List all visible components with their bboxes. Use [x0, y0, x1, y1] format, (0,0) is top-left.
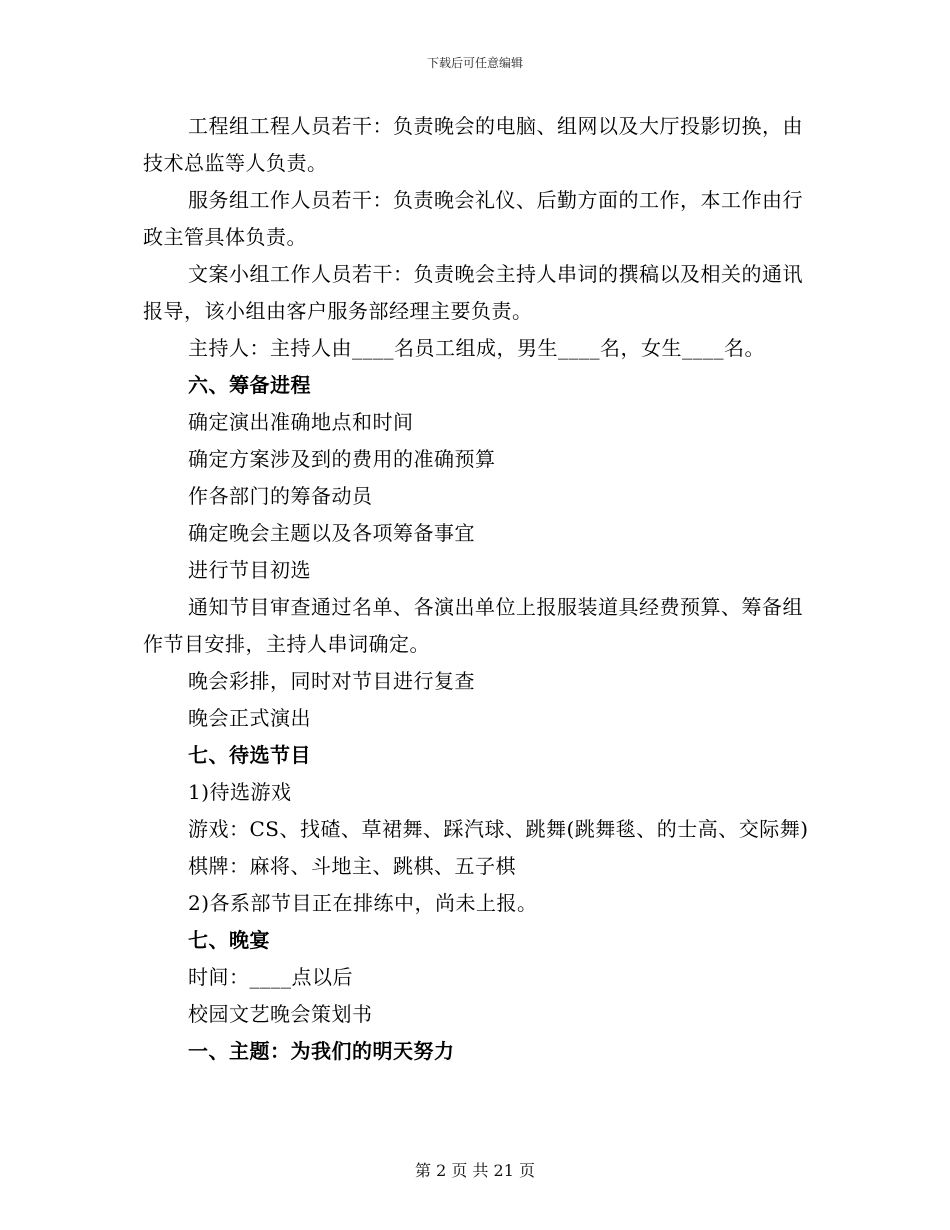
list-item: 2)各系部节目正在排练中，尚未上报。: [188, 891, 538, 915]
section-heading-theme: 一、主题：为我们的明天努力: [188, 1039, 455, 1063]
banquet-time: 时间：____点以后: [188, 965, 353, 989]
list-item: 游戏：CS、找碴、草裙舞、踩汽球、跳舞(跳舞毯、的士高、交际舞): [188, 817, 809, 841]
list-item: 作各部门的筹备动员: [188, 484, 373, 508]
document-body: [143, 108, 815, 1070]
page-header: 下载后可任意编辑: [426, 56, 523, 70]
document-subtitle: 校园文艺晚会策划书: [188, 1002, 373, 1026]
list-item: 确定晚会主题以及各项筹备事宜: [188, 521, 475, 545]
paragraph-service-group: 服务组工作人员若干：负责晚会礼仪、后勤方面的工作，本工作由行政主管具体负责。: [143, 188, 803, 249]
paragraph-hosts: 主持人：主持人由____名员工组成，男生____名，女生____名。: [188, 336, 765, 360]
section-heading-banquet: 七、晚宴: [188, 928, 270, 952]
list-item: 进行节目初选: [188, 558, 311, 582]
list-item: 1)待选游戏: [188, 780, 292, 804]
list-item: 晚会正式演出: [188, 706, 311, 730]
page-number-footer: 第 2 页 共 21 页: [415, 1161, 535, 1180]
list-item: 晚会彩排，同时对节目进行复查: [188, 669, 475, 693]
section-heading-preparation: 六、筹备进程: [188, 373, 311, 397]
list-item: 确定演出准确地点和时间: [188, 410, 414, 434]
list-item: 通知节目审查通过名单、各演出单位上报服装道具经费预算、筹备组作节目安排，主持人串词确定。: [143, 595, 803, 656]
section-heading-candidate-programs: 七、待选节目: [188, 743, 311, 767]
list-item: 棋牌：麻将、斗地主、跳棋、五子棋: [188, 854, 516, 878]
paragraph-engineering-group: 工程组工程人员若干：负责晚会的电脑、组网以及大厅投影切换，由技术总监等人负责。: [143, 114, 803, 175]
list-item: 确定方案涉及到的费用的准确预算: [188, 447, 496, 471]
paragraph-copywriting-group: 文案小组工作人员若干：负责晚会主持人串词的撰稿以及相关的通讯报导，该小组由客户服务部经理主要负责。: [143, 262, 803, 323]
